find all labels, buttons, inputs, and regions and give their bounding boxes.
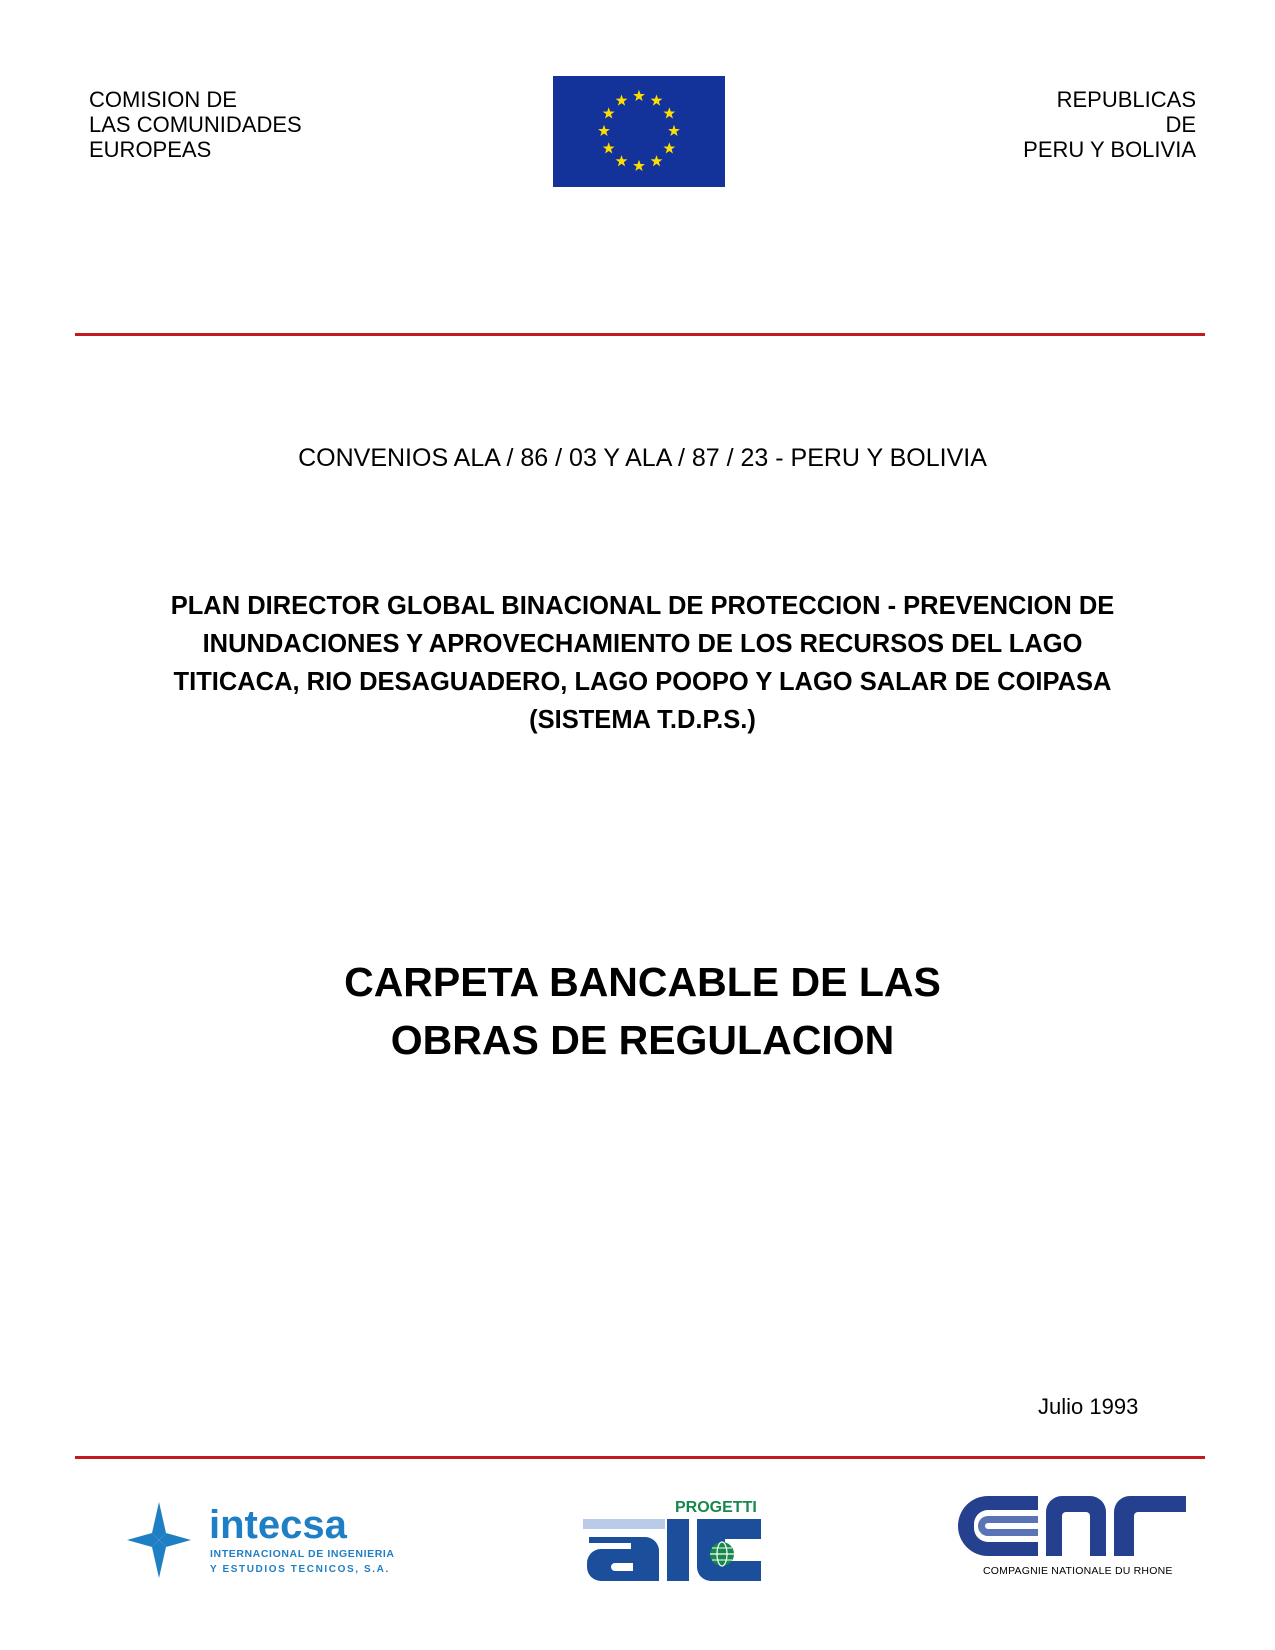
cnr-logo [958,1494,1188,1566]
commission-line-3: EUROPEAS [89,137,212,162]
eu-star-icon [633,90,645,101]
commission-header [89,87,302,162]
eu-star-icon [651,155,663,166]
plan-title [80,587,1205,739]
aic-tag: PROGETTI [675,1499,757,1516]
eu-star-icon [668,125,680,136]
commission-line-2: LAS COMUNIDADES [89,112,302,137]
eu-star-icon [603,107,615,118]
eu-star-icon [616,155,628,166]
republics-line-2: DE [1165,112,1196,137]
intecsa-subtitle-2: Y ESTUDIOS TECNICOS, S.A. [210,1564,390,1575]
plan-title-line-1: PLAN DIRECTOR GLOBAL BINACIONAL DE PROTECCION - PREVENCION DE [170,592,1115,620]
document-title-line-1: CARPETA BANCABLE DE LAS [344,959,941,1005]
plan-title-line-3: TITICACA, RIO DESAGUADERO, LAGO POOPO Y LAGO SALAR DE COIPASA [173,668,1112,696]
eu-star-icon [663,107,675,118]
intecsa-wordmark: intecsa [209,1503,347,1547]
republics-header [1023,87,1196,162]
globe-icon [710,1542,734,1566]
aic-progetti-logo [583,1497,761,1581]
document-title [80,953,1205,1069]
bottom-red-divider [75,1456,1205,1459]
republics-line-1: REPUBLICAS [1056,87,1196,112]
publication-date: Julio 1993 [1038,1394,1139,1419]
eu-flag-logo [553,76,725,187]
eu-star-icon [616,94,628,105]
compass-star-icon [127,1502,191,1578]
intecsa-logo [125,1500,425,1580]
document-title-line-2: OBRAS DE REGULACION [390,1017,895,1063]
cnr-caption: COMPAGNIE NATIONALE DU RHONE [983,1565,1173,1577]
eu-star-icon [633,160,645,171]
agreement-line: CONVENIOS ALA / 86 / 03 Y ALA / 87 / 23 - PERU Y BOLIVIA [298,444,987,472]
cnr-wordmark [958,1494,1188,1566]
commission-line-1: COMISION DE [89,87,237,112]
eu-star-icon [603,142,615,153]
intecsa-subtitle-1: INTERNACIONAL DE INGENIERIA [210,1548,395,1560]
eu-star-icon [663,142,675,153]
eu-star-icon [598,125,610,136]
republics-line-3: PERU Y BOLIVIA [1023,137,1196,162]
eu-star-icon [651,94,663,105]
eu-stars-icon [553,76,725,187]
plan-title-line-4: (SISTEMA T.D.P.S.) [529,706,756,734]
top-red-divider [75,333,1205,336]
plan-title-line-2: INUNDACIONES Y APROVECHAMIENTO DE LOS RECURSOS DEL LAGO [202,630,1083,658]
